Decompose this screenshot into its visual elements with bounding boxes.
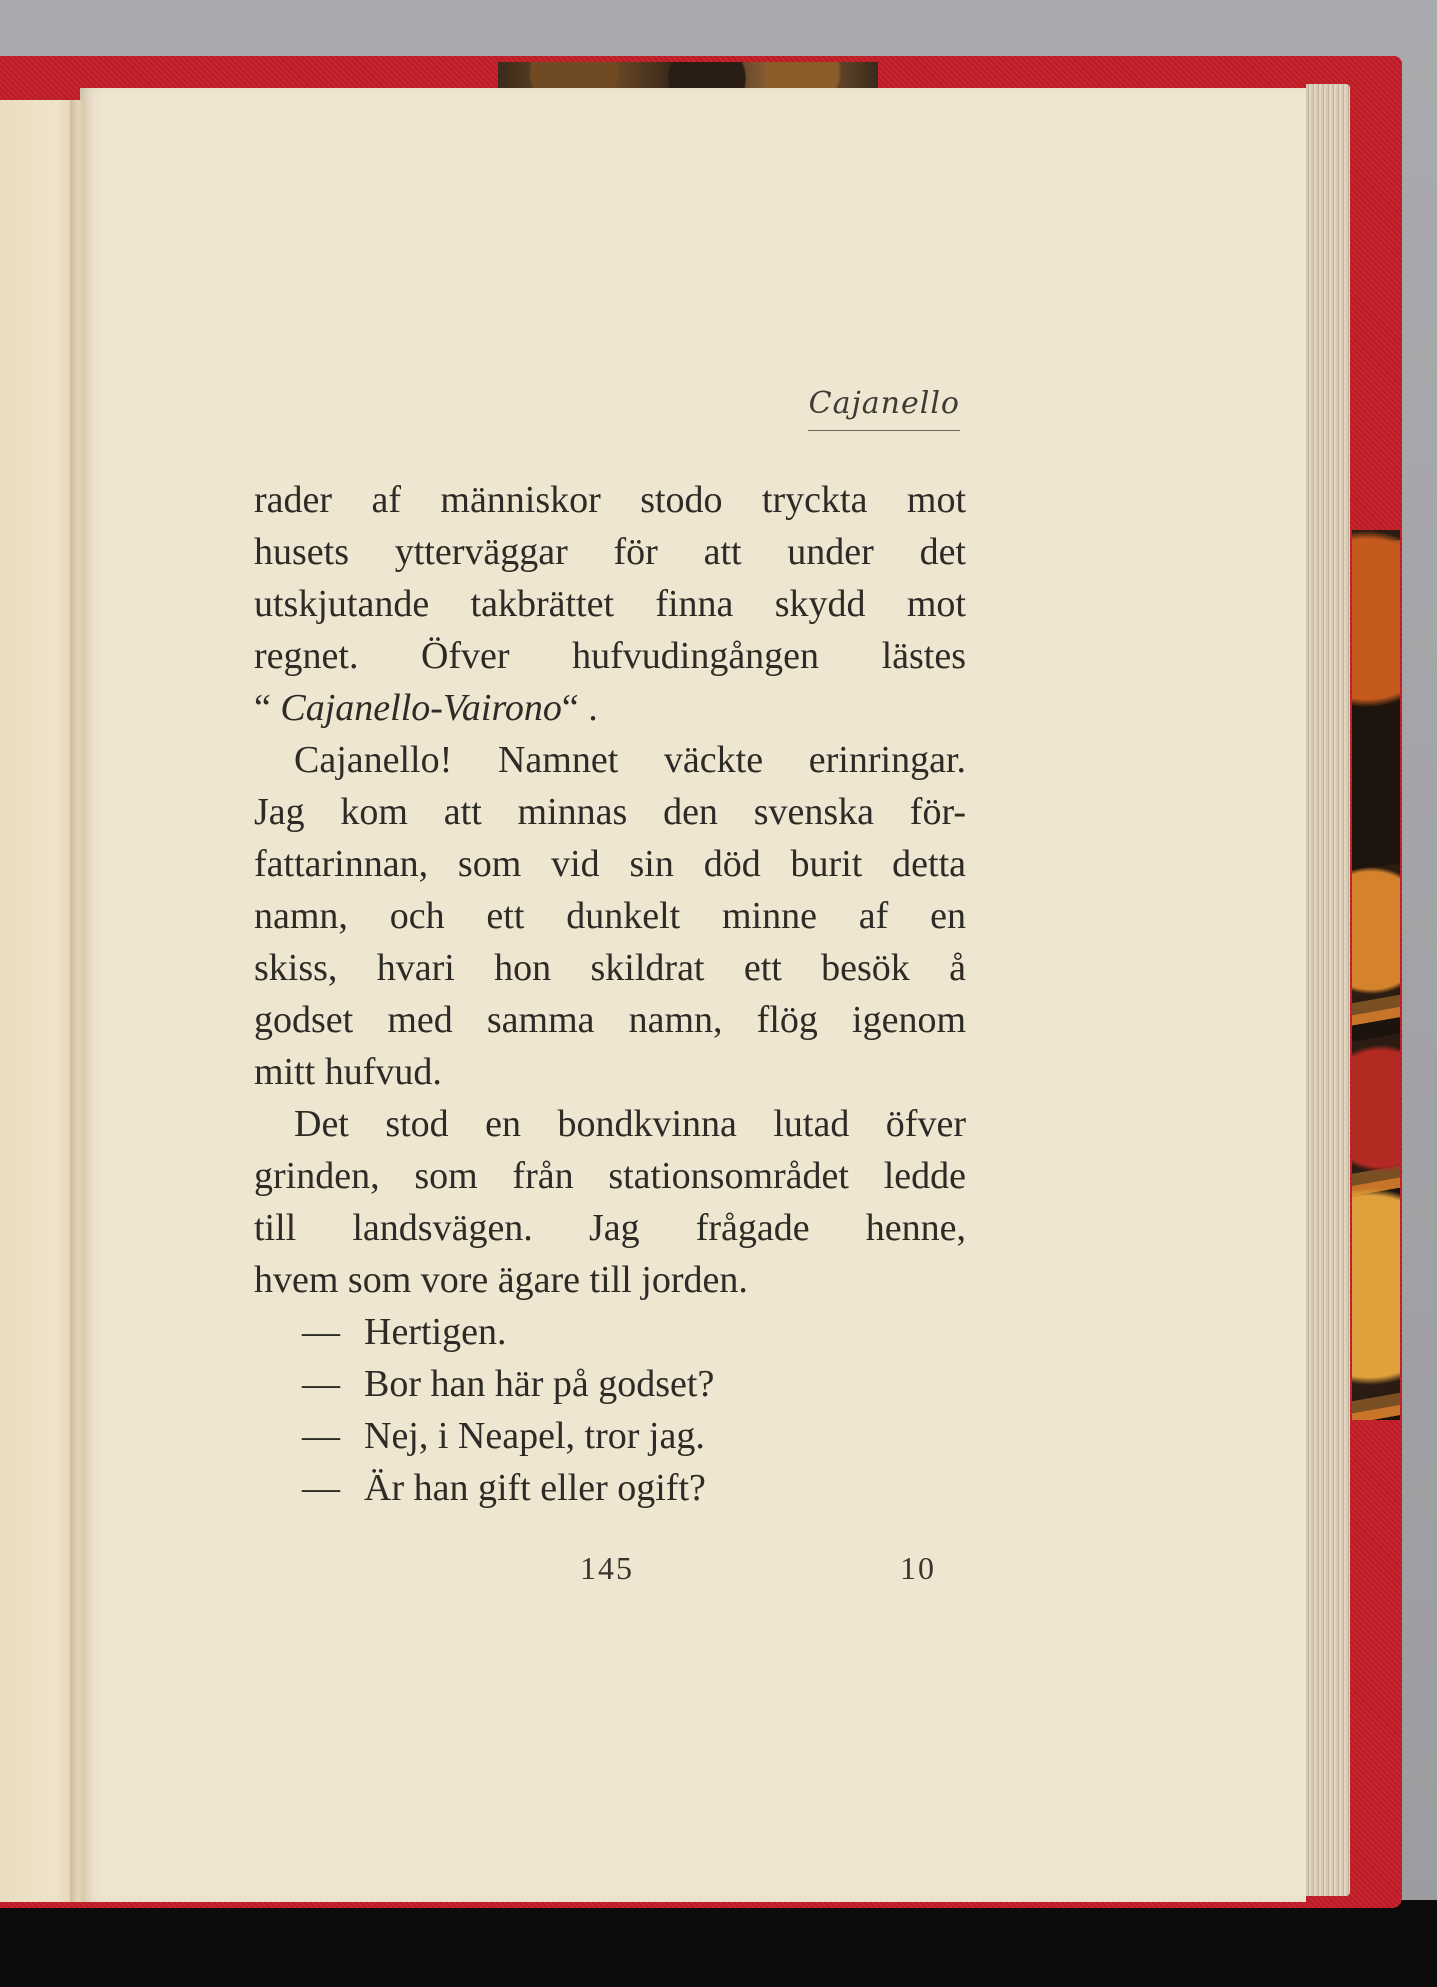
em-dash: — — [302, 1363, 340, 1405]
em-dash: — — [302, 1311, 340, 1353]
marbled-spine-top — [498, 62, 878, 90]
dialogue-text: Bor han här på godset? — [364, 1363, 715, 1405]
em-dash: — — [302, 1467, 340, 1509]
text-line: Det stod en bondkvinna lutad öfver — [294, 1103, 966, 1145]
text-line: till landsvägen. Jag frågade henne, — [254, 1207, 966, 1249]
text-line: Jag kom att minnas den svenska för- — [254, 791, 966, 833]
text-line: regnet. Öfver hufvudingången lästes — [254, 635, 966, 677]
page-body — [254, 474, 966, 1514]
dialogue-text: Nej, i Neapel, tror jag. — [364, 1415, 705, 1457]
quoted-title-line — [254, 682, 966, 734]
text-line: rader af människor stodo tryckta mot — [254, 479, 966, 521]
text-line: godset med samma namn, flög igenom — [254, 999, 966, 1041]
text-line: mitt hufvud. — [254, 1051, 442, 1093]
text-line: hvem som vore ägare till jorden. — [254, 1259, 748, 1301]
page-number: 145 — [580, 1550, 634, 1586]
text-line: Cajanello! Namnet väckte erinringar. — [294, 739, 966, 781]
dialogue-line — [254, 1306, 966, 1358]
running-head: Cajanello — [808, 380, 960, 431]
dialogue-line — [254, 1410, 966, 1462]
text-line: skiss, hvari hon skildrat ett besök å — [254, 947, 966, 989]
dialogue-line — [254, 1462, 966, 1514]
text-line: namn, och ett dunkelt minne af en — [254, 895, 966, 937]
marbled-edge-right — [1352, 530, 1400, 1420]
dark-shelf — [0, 1900, 1437, 1987]
left-page-edge — [0, 100, 80, 1902]
page-block-edges — [1306, 84, 1350, 1896]
dialogue-line — [254, 1358, 966, 1410]
dialogue-text: Är han gift eller ogift? — [364, 1467, 706, 1509]
signature-mark: 10 — [900, 1550, 936, 1586]
em-dash: — — [302, 1415, 340, 1457]
quoted-title: Cajanello-Vairono — [280, 687, 562, 729]
dialogue-text: Hertigen. — [364, 1311, 507, 1353]
quote-open: “ — [254, 687, 281, 729]
text-line: husets ytterväggar för att under det — [254, 531, 966, 573]
text-line: grinden, som från stationsområdet ledde — [254, 1155, 966, 1197]
page-gutter — [70, 100, 84, 1902]
text-line: fattarinnan, som vid sin död burit detta — [254, 843, 966, 885]
quote-close: “ . — [561, 687, 598, 729]
text-line: utskjutande takbrättet finna skydd mot — [254, 583, 966, 625]
